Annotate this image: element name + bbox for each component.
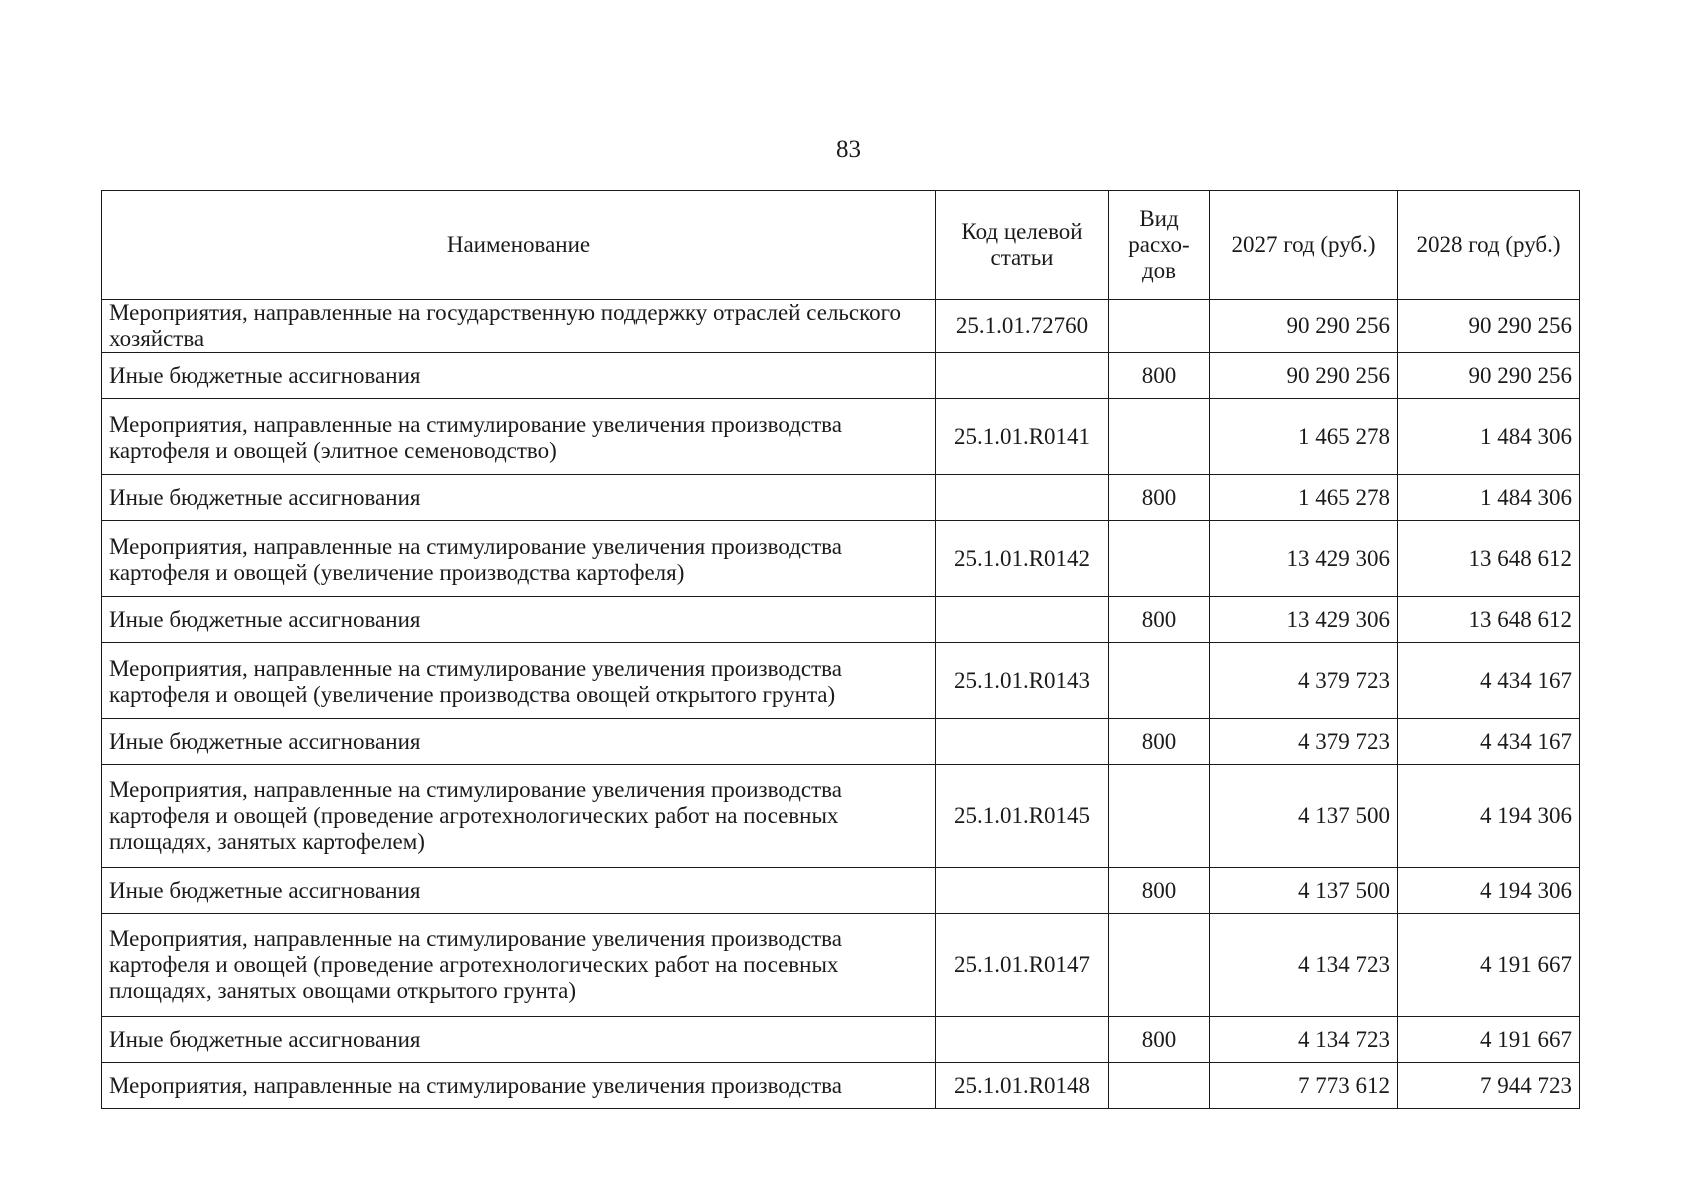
header-name: Наименование (102, 191, 936, 300)
table-row (102, 719, 1580, 765)
row-name: Иные бюджетные ассигнования (102, 1017, 936, 1063)
header-2027: 2027 год (руб.) (1210, 191, 1398, 300)
row-code (936, 868, 1109, 914)
row-2027: 4 379 723 (1210, 719, 1398, 765)
row-2028: 13 648 612 (1398, 597, 1580, 643)
row-2027: 4 134 723 (1210, 1017, 1398, 1063)
row-code: 25.1.01.R0147 (936, 914, 1109, 1017)
row-name: Мероприятия, направленные на государственную поддержку отраслей сельского хозяйства (102, 300, 936, 353)
row-code: 25.1.01.R0142 (936, 521, 1109, 597)
row-kind: 800 (1109, 353, 1210, 399)
row-code: 25.1.01.R0148 (936, 1063, 1109, 1109)
table-row (102, 1063, 1580, 1109)
row-kind (1109, 765, 1210, 868)
row-name: Мероприятия, направленные на стимулирование увеличения производства картофеля и овощей (увеличение производства овощей открытого грунта) (102, 643, 936, 719)
row-2028: 90 290 256 (1398, 300, 1580, 353)
row-code: 25.1.01.R0145 (936, 765, 1109, 868)
row-2028: 90 290 256 (1398, 353, 1580, 399)
row-kind: 800 (1109, 719, 1210, 765)
table-row (102, 597, 1580, 643)
table-row (102, 914, 1580, 1017)
row-name: Иные бюджетные ассигнования (102, 597, 936, 643)
row-2028: 1 484 306 (1398, 399, 1580, 475)
row-kind: 800 (1109, 868, 1210, 914)
row-2027: 1 465 278 (1210, 399, 1398, 475)
row-kind (1109, 300, 1210, 353)
row-2027: 90 290 256 (1210, 353, 1398, 399)
row-kind (1109, 399, 1210, 475)
row-code: 25.1.01.R0143 (936, 643, 1109, 719)
table-row (102, 521, 1580, 597)
row-2028: 4 194 306 (1398, 765, 1580, 868)
row-name: Мероприятия, направленные на стимулирование увеличения производства картофеля и овощей (проведение агротехнологических работ на посевных площадях, занятых овощами открытого грунта) (102, 914, 936, 1017)
header-2028: 2028 год (руб.) (1398, 191, 1580, 300)
row-kind (1109, 1063, 1210, 1109)
table-row (102, 475, 1580, 521)
row-2027: 13 429 306 (1210, 521, 1398, 597)
row-2027: 13 429 306 (1210, 597, 1398, 643)
row-2028: 4 194 306 (1398, 868, 1580, 914)
row-kind (1109, 643, 1210, 719)
row-2028: 4 191 667 (1398, 1017, 1580, 1063)
row-code: 25.1.01.R0141 (936, 399, 1109, 475)
row-kind: 800 (1109, 597, 1210, 643)
header-kind: Вид расхо-дов (1109, 191, 1210, 300)
row-2027: 1 465 278 (1210, 475, 1398, 521)
page-number: 83 (836, 136, 861, 163)
table-row (102, 1017, 1580, 1063)
row-name: Иные бюджетные ассигнования (102, 475, 936, 521)
table-row (102, 868, 1580, 914)
row-code (936, 353, 1109, 399)
row-code: 25.1.01.72760 (936, 300, 1109, 353)
row-code (936, 1017, 1109, 1063)
row-code (936, 475, 1109, 521)
row-2027: 7 773 612 (1210, 1063, 1398, 1109)
row-code (936, 719, 1109, 765)
row-name: Иные бюджетные ассигнования (102, 868, 936, 914)
row-name: Иные бюджетные ассигнования (102, 719, 936, 765)
table-row (102, 353, 1580, 399)
row-name: Мероприятия, направленные на стимулирование увеличения производства картофеля и овощей (увеличение производства картофеля) (102, 521, 936, 597)
header-code: Код целевой статьи (936, 191, 1109, 300)
row-2027: 4 379 723 (1210, 643, 1398, 719)
row-kind: 800 (1109, 1017, 1210, 1063)
row-kind (1109, 914, 1210, 1017)
table-row (102, 399, 1580, 475)
row-2027: 90 290 256 (1210, 300, 1398, 353)
row-2027: 4 134 723 (1210, 914, 1398, 1017)
table-row (102, 765, 1580, 868)
budget-table (101, 190, 1580, 1109)
table-header-row (102, 191, 1580, 300)
row-name: Мероприятия, направленные на стимулирование увеличения производства картофеля и овощей (проведение агротехнологических работ на посевных площадях, занятых картофелем) (102, 765, 936, 868)
row-code (936, 597, 1109, 643)
row-name: Иные бюджетные ассигнования (102, 353, 936, 399)
row-2028: 4 191 667 (1398, 914, 1580, 1017)
row-name: Мероприятия, направленные на стимулирование увеличения производства (102, 1063, 936, 1109)
table-row (102, 643, 1580, 719)
row-2028: 7 944 723 (1398, 1063, 1580, 1109)
row-2028: 1 484 306 (1398, 475, 1580, 521)
row-kind (1109, 521, 1210, 597)
row-2027: 4 137 500 (1210, 765, 1398, 868)
row-2028: 4 434 167 (1398, 719, 1580, 765)
row-name: Мероприятия, направленные на стимулирование увеличения производства картофеля и овощей (элитное семеноводство) (102, 399, 936, 475)
row-2028: 4 434 167 (1398, 643, 1580, 719)
row-kind: 800 (1109, 475, 1210, 521)
row-2028: 13 648 612 (1398, 521, 1580, 597)
row-2027: 4 137 500 (1210, 868, 1398, 914)
table-row (102, 300, 1580, 353)
